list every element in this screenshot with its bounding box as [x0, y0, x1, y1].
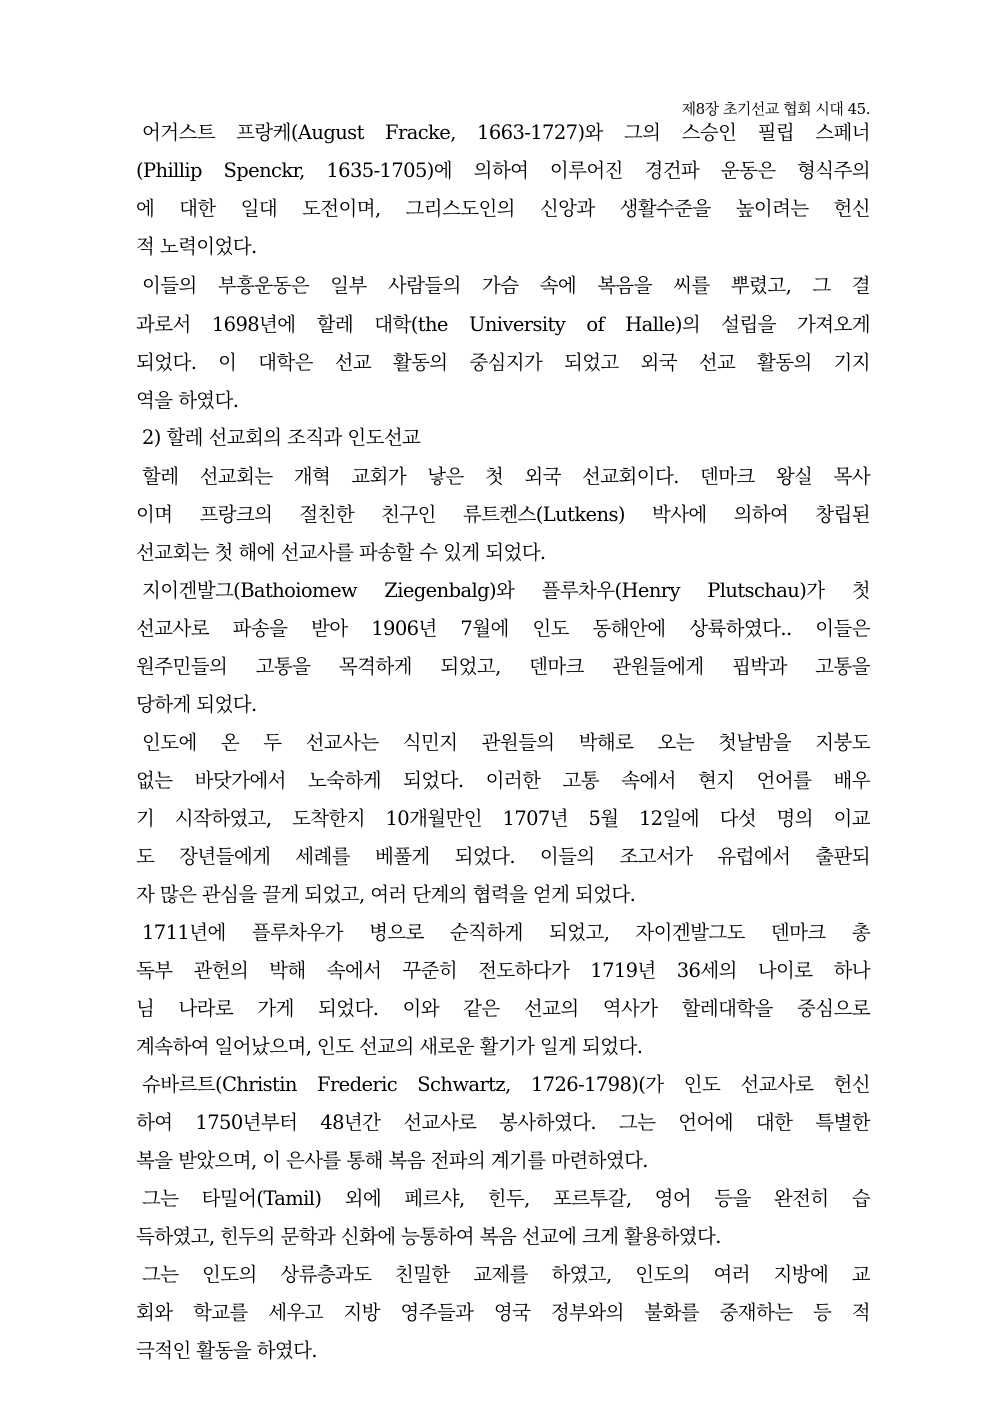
- paragraph-9-line-2: 회와 학교를 세우고 지방 영주들과 영국 정부와의 불화를 중재하는 등 적: [136, 1301, 870, 1324]
- paragraph-6-line-2: 독부 관헌의 박해 속에서 꾸준히 전도하다가 1719년 36세의 나이로 하나: [136, 959, 870, 982]
- paragraph-2-line-2: 과로서 1698년에 할레 대학(the University of Halle)의 설립을 가져오게: [136, 313, 870, 336]
- paragraph-5-line-3: 기 시작하였고, 도착한지 10개월만인 1707년 5월 12일에 다섯 명의 이교: [136, 807, 870, 830]
- paragraph-5-line-4: 도 장년들에게 세례를 베풀게 되었다. 이들의 조고서가 유럽에서 출판되: [136, 845, 870, 868]
- paragraph-7-line-2: 하여 1750년부터 48년간 선교사로 봉사하였다. 그는 언어에 대한 특별한: [136, 1111, 870, 1134]
- paragraph-7-line-1: 슈바르트(Christin Frederic Schwartz, 1726-1798)(가 인도 선교사로 헌신: [142, 1073, 870, 1096]
- paragraph-6-line-3: 님 나라로 가게 되었다. 이와 같은 선교의 역사가 할레대학을 중심으로: [136, 997, 870, 1020]
- running-head: 제8장 초기선교 협회 시대 45.: [681, 100, 870, 118]
- paragraph-3-line-1: 할레 선교회는 개혁 교회가 낳은 첫 외국 선교회이다. 덴마크 왕실 목사: [142, 465, 870, 488]
- paragraph-5-line-1: 인도에 온 두 선교사는 식민지 관원들의 박해로 오는 첫날밤을 지붕도: [142, 731, 870, 754]
- paragraph-5-line-5: 자 많은 관심을 끌게 되었고, 여러 단계의 협력을 얻게 되었다.: [136, 883, 636, 906]
- paragraph-4-line-3: 원주민들의 고통을 목격하게 되었고, 덴마크 관원들에게 핍박과 고통을: [136, 655, 870, 678]
- paragraph-9-line-1: 그는 인도의 상류층과도 친밀한 교제를 하였고, 인도의 여러 지방에 교: [142, 1263, 870, 1286]
- paragraph-2-line-1: 이들의 부흥운동은 일부 사람들의 가슴 속에 복음을 씨를 뿌렸고, 그 결: [142, 274, 870, 297]
- paragraph-3-line-3: 선교회는 첫 해에 선교사를 파송할 수 있게 되었다.: [136, 541, 546, 564]
- paragraph-1-line-4: 적 노력이었다.: [136, 235, 257, 258]
- paragraph-7-line-3: 복을 받았으며, 이 은사를 통해 복음 전파의 계기를 마련하였다.: [136, 1149, 648, 1172]
- paragraph-1-line-3: 에 대한 일대 도전이며, 그리스도인의 신앙과 생활수준을 높이려는 헌신: [136, 197, 870, 220]
- paragraph-9-line-3: 극적인 활동을 하였다.: [136, 1339, 317, 1362]
- paragraph-6-line-4: 계속하여 일어났으며, 인도 선교의 새로운 활기가 일게 되었다.: [136, 1035, 643, 1058]
- paragraph-4-line-4: 당하게 되었다.: [136, 693, 257, 716]
- paragraph-4-line-1: 지이겐발그(Bathoiomew Ziegenbalg)와 플루차우(Henry Plutschau)가 첫: [142, 579, 870, 602]
- section-heading: 2) 할레 선교회의 조직과 인도선교: [142, 426, 421, 449]
- paragraph-8-line-1: 그는 타밀어(Tamil) 외에 페르샤, 힌두, 포르투갈, 영어 등을 완전히 습: [142, 1187, 870, 1210]
- paragraph-5-line-2: 없는 바닷가에서 노숙하게 되었다. 이러한 고통 속에서 현지 언어를 배우: [136, 769, 870, 792]
- paragraph-1-line-1: 어거스트 프랑케(August Fracke, 1663-1727)와 그의 스승인 필립 스페너: [142, 121, 870, 144]
- paragraph-6-line-1: 1711년에 플루차우가 병으로 순직하게 되었고, 자이겐발그도 덴마크 총: [142, 921, 870, 944]
- paragraph-1-line-2: (Phillip Spenckr, 1635-1705)에 의하여 이루어진 경건파 운동은 형식주의: [136, 159, 870, 182]
- paragraph-2-line-3: 되었다. 이 대학은 선교 활동의 중심지가 되었고 외국 선교 활동의 기지: [136, 351, 870, 374]
- paragraph-3-line-2: 이며 프랑크의 절친한 친구인 류트켄스(Lutkens) 박사에 의하여 창립된: [136, 503, 870, 526]
- paragraph-2-line-4: 역을 하였다.: [136, 389, 239, 412]
- paragraph-4-line-2: 선교사로 파송을 받아 1906년 7월에 인도 동해안에 상륙하였다.. 이들은: [136, 617, 870, 640]
- paragraph-8-line-2: 득하였고, 힌두의 문학과 신화에 능통하여 복음 선교에 크게 활용하였다.: [136, 1225, 721, 1248]
